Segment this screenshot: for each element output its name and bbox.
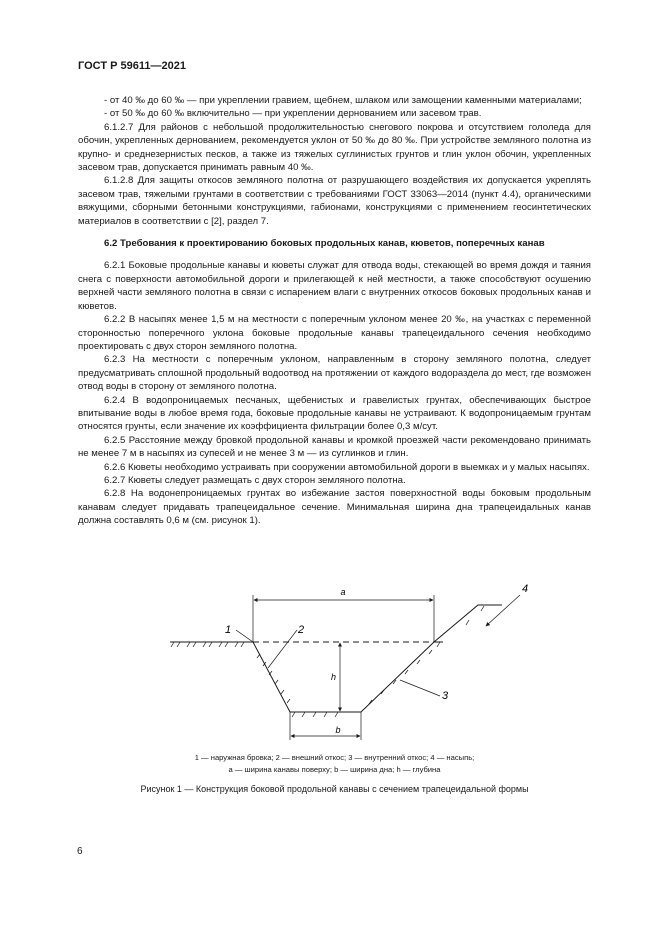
ground-hatching <box>171 606 484 717</box>
paragraph: 6.2.7 Кюветы следует размещать с двух сторон земляного полотна. <box>104 474 406 486</box>
legend-line: 1 — наружная бровка; 2 — внешний откос; 3 — внутренний откос; 4 — насыпь; <box>194 753 475 762</box>
dimension-h-label: h <box>331 672 337 682</box>
paragraph: 6.1.2.7 Для районов с небольшой продолжительностью снегового покрова и отсутствием гололеда для обочин, укрепленных дернованием, рекомендуется уклон от 50 ‰ до 80 ‰. При устройстве земляного полотна из крупно- и среднезернистых песков, а также из тяжелых суглинистых грунтов и глин уклон обочин, укрепленных засевом трав, допускается принимать равным 40 ‰. <box>78 121 591 174</box>
figure-legend <box>78 752 591 776</box>
paragraph: 6.1.2.8 Для защиты откосов земляного полотна от разрушающего воздействия их допускается укреплять засевом трав, тяжелыми грунтами в соответствии с требованиями ГОСТ 33063—2014 (пункт 4.4), органическими вяжущими, сборными бетонными конструкциями, габионами, конструкциями с применением геосинтетических материалов в соответствии с [2], раздел 7. <box>78 175 591 227</box>
paragraph: 6.2.3 На местности с поперечным уклоном, направленным в сторону земляного полотна, следует предусматривать сплошной продольный водоотвод на протяжении от каждого водораздела до мест, где возможен отвод воды в сторону от земляного полотна. <box>78 354 591 393</box>
callout-1-leader <box>236 630 253 642</box>
callout-2-leader <box>268 630 297 668</box>
paragraph: - от 40 ‰ до 60 ‰ — при укреплении гравием, щебнем, шлаком или замощении каменными материалами; <box>104 95 582 106</box>
callout-3-leader <box>400 680 440 696</box>
callout-4: 4 <box>522 583 529 595</box>
paragraph: - от 50 ‰ до 60 ‰ включительно — при укреплении дернованием или засевом трав. <box>104 108 482 120</box>
callout-1: 1 <box>225 624 232 636</box>
body-text <box>78 94 591 528</box>
page-number: 6 <box>77 846 83 857</box>
legend-line: a — ширина канавы поверху; b — ширина дна; h — глубина <box>228 765 441 774</box>
callout-3: 3 <box>442 690 449 702</box>
embankment-slope <box>434 605 502 642</box>
callout-4-leader <box>486 595 520 626</box>
figure-caption: Рисунок 1 — Конструкция боковой продольной канавы с сечением трапецеидальной формы <box>140 784 529 794</box>
paragraph: 6.2.4 В водопроницаемых песчаных, щебенистых и гравелистых грунтах, обеспечивающих быстрое впитывание воды в любое время года, боковые продольные канавы не устраивают. К водопроницаемым грунтам относятся грунты, если значение их коэффициента фильтрации более 0,3 м/сут. <box>78 394 591 433</box>
section-heading: 6.2 Требования к проектированию боковых продольных канав, кюветов, поперечных канав <box>104 238 545 250</box>
ditch-cross-section-figure <box>150 578 550 743</box>
callout-2: 2 <box>298 624 305 636</box>
paragraph: 6.2.5 Расстояние между бровкой продольной канавы и кромкой проезжей части рекомендовано принимать не менее 7 м в насыпях из супесей и не менее 3 м — из суглинков и глин. <box>78 434 591 460</box>
dimension-a-label: a <box>340 587 346 597</box>
paragraph: 6.2.6 Кюветы необходимо устраивать при сооружении автомобильной дороги в выемках и у малых насыпях. <box>104 461 590 473</box>
dimension-b-label: b <box>335 725 341 735</box>
paragraph: 6.2.1 Боковые продольные канавы и кюветы служат для отвода воды, стекающей во время дождя и таяния снега с поверхности автомобильной дороги и прилегающей к ней местности, а также способствуют осушению верхней части земляного полотна в связи с испарением влаги с внутренних откосов боковых продольных канав и кюветов. <box>78 260 591 312</box>
paragraph: 6.2.8 На водонепроницаемых грунтах во избежание застоя поверхностной воды боковым продольным канавам следует придавать трапецеидальное сечение. Минимальная ширина дна трапецеидальных канав должна составлять 0,6 м (см. рисунок 1). <box>78 488 591 527</box>
document-code-header: ГОСТ Р 59611—2021 <box>78 60 186 72</box>
paragraph: 6.2.2 В насыпях менее 1,5 м на местности с поперечным уклоном менее 20 ‰, на участках с переменной сторонностью поперечного уклона боковые продольные канавы трапецеидального сечения необходимо проектировать с двух сторон земляного полотна. <box>78 314 591 352</box>
